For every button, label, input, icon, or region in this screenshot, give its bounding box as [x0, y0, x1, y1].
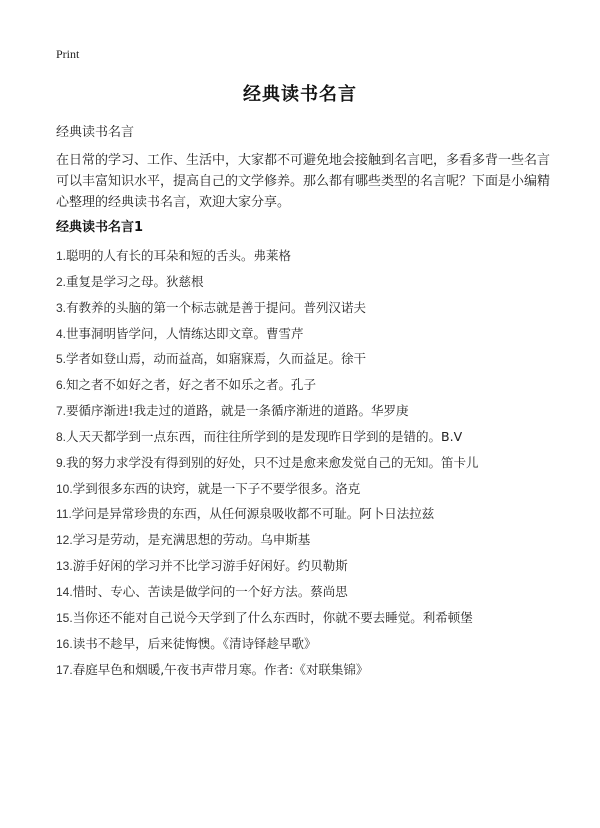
- quote-item: [56, 556, 479, 582]
- quote-text: 学者如登山焉，动而益高，如寤寐焉，久而益足。徐干: [66, 351, 367, 367]
- quote-text: 重复是学习之母。狄慈根: [66, 273, 204, 289]
- quote-item: [56, 349, 479, 375]
- quote-text: 学到很多东西的诀窍，就是一下子不要学很多。洛克: [72, 480, 361, 496]
- quote-number: 8.: [56, 429, 67, 444]
- quote-number: 9.: [56, 455, 67, 470]
- quote-text: 我的努力求学没有得到别的好处，只不过是愈来愈发觉自己的无知。笛卡儿: [66, 454, 479, 470]
- quote-number: 7.: [56, 404, 67, 419]
- quote-item: [56, 401, 479, 427]
- quote-text: 春庭早色和烟暖,午夜书声带月寒。作者:《对联集锦》: [72, 661, 369, 677]
- quote-item: [56, 582, 479, 608]
- quote-item: [56, 608, 479, 634]
- quote-item: [56, 298, 479, 324]
- quote-item: [56, 530, 479, 556]
- quote-text: 聪明的人有长的耳朵和短的舌头。弗莱格: [66, 248, 292, 263]
- quote-number: 6.: [56, 378, 67, 393]
- intro-paragraph: 在日常的学习、工作、生活中，大家都不可避免地会接触到名言吧，多看多背一些名言可以丰富知识水平，提高自己的文学修养。那么都有哪些类型的名言呢？下面是小编精心整理的经典读书名言，欢迎大家分享。: [56, 153, 551, 210]
- quote-text: 学问是异常珍贵的东西，从任何源泉吸收都不可耻。阿卜日法拉兹: [71, 506, 435, 522]
- quote-number: 5.: [56, 352, 67, 367]
- quote-number: 14.: [56, 584, 73, 599]
- quote-item: [56, 453, 479, 479]
- quote-number: 2.: [56, 274, 67, 289]
- quote-number: 17.: [56, 662, 73, 677]
- quote-number: 3.: [56, 300, 67, 315]
- quote-item: [56, 272, 479, 298]
- quote-text: 有教养的头脑的第一个标志就是善于提问。普列汉诺夫: [66, 299, 367, 315]
- quote-text: 惜时、专心、苦读是做学问的一个好方法。蔡尚思: [72, 583, 348, 599]
- quote-list: [56, 246, 479, 685]
- quote-text: 读书不趁早，后来徒悔懊。《清诗铎趁早歌》: [72, 635, 317, 651]
- quote-item: [56, 246, 479, 272]
- quote-number: 11.: [56, 507, 72, 522]
- quote-number: 4.: [56, 326, 67, 341]
- quote-text: 知之者不如好之者，好之者不如乐之者。孔子: [66, 377, 317, 393]
- quote-number: 1.: [56, 249, 67, 263]
- quote-number: 10.: [56, 481, 73, 496]
- quote-item: [56, 504, 479, 530]
- quote-number: 15.: [56, 610, 73, 625]
- quote-item: [56, 479, 479, 505]
- print-link[interactable]: Print: [56, 47, 80, 61]
- subtitle: 经典读书名言: [56, 125, 135, 140]
- quote-text: 要循序渐进!我走过的道路，就是一条循序渐进的道路。华罗庚: [66, 403, 409, 419]
- quote-number: 12.: [56, 533, 73, 548]
- quote-item: [56, 427, 479, 453]
- quote-item: [56, 660, 479, 686]
- quote-item: [56, 634, 479, 660]
- page-title: 经典读书名言: [243, 84, 357, 105]
- quote-number: 16.: [56, 636, 73, 651]
- quote-text: 学习是劳动，是充满思想的劳动。乌申斯基: [72, 532, 311, 548]
- quote-text: 人天天都学到一点东西，而往往所学到的是发现昨日学到的是错的。B.V: [66, 428, 463, 444]
- section-heading: 经典读书名言1: [56, 220, 144, 235]
- quote-text: 游手好闲的学习并不比学习游手好闲好。约贝勒斯: [72, 558, 348, 574]
- quote-text: 世事洞明皆学问，人情练达即文章。曹雪芹: [66, 325, 304, 341]
- quote-text: 当你还不能对自己说今天学到了什么东西时，你就不要去睡觉。利希顿堡: [72, 609, 473, 625]
- quote-number: 13.: [56, 559, 73, 574]
- quote-item: [56, 375, 479, 401]
- quote-item: [56, 324, 479, 350]
